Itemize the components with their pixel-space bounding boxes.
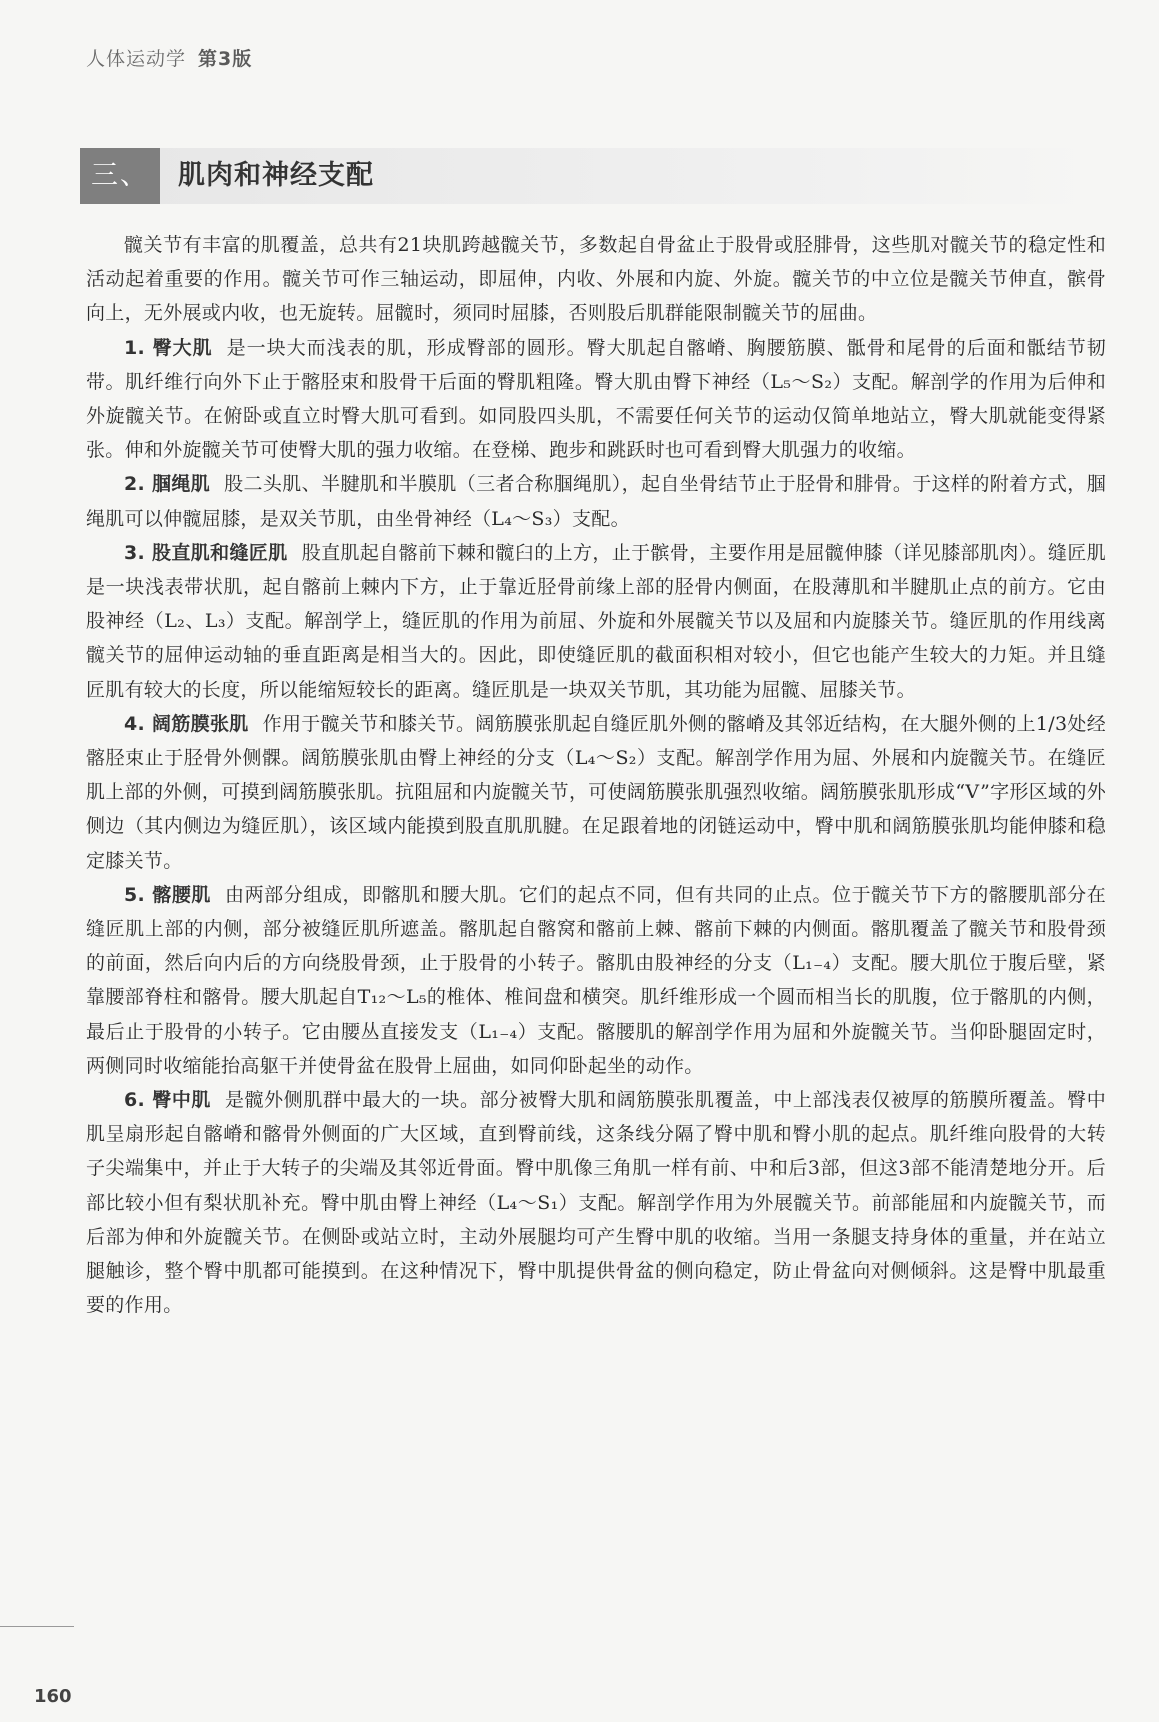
paragraph-iliopsoas	[86, 878, 1106, 1083]
paragraph-term: 4. 阔筋膜张肌	[124, 712, 249, 735]
page-number: 160	[34, 1686, 72, 1707]
paragraph-term: 2. 腘绳肌	[124, 473, 211, 496]
paragraph-rectus-sartorius	[86, 536, 1106, 707]
paragraph-term: 3. 股直肌和缝匠肌	[124, 541, 288, 564]
paragraph-term: 1. 臀大肌	[124, 336, 213, 359]
section-number: 三、	[80, 148, 160, 204]
section-title: 肌肉和神经支配	[178, 160, 374, 191]
paragraph-text: 股直肌起自髂前下棘和髋臼的上方，止于髌骨，主要作用是屈髋伸膝（详见膝部肌肉）。缝匠肌是一块浅表带状肌，起自髂前上棘内下方，止于靠近胫骨前缘上部的胫骨内侧面，在股薄肌和半腱肌止点的前方。它由股神经（L₂、L₃）支配。解剖学上，缝匠肌的作用为前屈、外旋和外展髋关节以及屈和内旋膝关节。缝匠肌的作用线离髋关节的屈伸运动轴的垂直距离是相当大的。因此，即使缝匠肌的截面积相对较小，但它也能产生较大的力矩。并且缝匠肌有较大的长度，所以能缩短较长的距离。缝匠肌是一块双关节肌，其功能为屈髋、屈膝关节。	[86, 541, 1106, 701]
paragraph-text: 是一块大而浅表的肌，形成臀部的圆形。臀大肌起自髂嵴、胸腰筋膜、骶骨和尾骨的后面和骶结节韧带。肌纤维行向外下止于髂胫束和股骨干后面的臀肌粗隆。臀大肌由臀下神经（L₅～S₂）支配。解剖学的作用为后伸和外旋髋关节。在俯卧或直立时臀大肌可看到。如同股四头肌，不需要任何关节的运动仅简单地站立，臀大肌就能变得紧张。伸和外旋髋关节可使臀大肌的强力收缩。在登梯、跑步和跳跃时也可看到臀大肌强力的收缩。	[86, 336, 1106, 462]
body-text	[86, 228, 1106, 1323]
paragraph-tensor-fasciae	[86, 707, 1106, 878]
paragraph-text: 股二头肌、半腱肌和半膜肌（三者合称腘绳肌），起自坐骨结节止于胫骨和腓骨。于这样的附着方式，腘绳肌可以伸髋屈膝，是双关节肌，由坐骨神经（L₄～S₃）支配。	[86, 473, 1106, 530]
paragraph-text: 髋关节有丰富的肌覆盖，总共有21块肌跨越髋关节，多数起自骨盆止于股骨或胫腓骨，这些肌对髋关节的稳定性和活动起着重要的作用。髋关节可作三轴运动，即屈伸，内收、外展和内旋、外旋。髋关节的中立位是髋关节伸直，髌骨向上，无外展或内收，也无旋转。屈髋时，须同时屈膝，否则股后肌群能限制髋关节的屈曲。	[86, 234, 1106, 325]
paragraph-term: 5. 髂腰肌	[124, 883, 211, 906]
paragraph-gluteus-maximus	[86, 331, 1106, 468]
edition-label: 第3版	[198, 48, 253, 70]
paragraph-gluteus-medius	[86, 1083, 1106, 1322]
running-head	[86, 44, 252, 71]
paragraph-text: 由两部分组成，即髂肌和腰大肌。它们的起点不同，但有共同的止点。位于髋关节下方的髂腰肌部分在缝匠肌上部的内侧，部分被缝匠肌所遮盖。髂肌起自髂窝和髂前上棘、髂前下棘的内侧面。髂肌覆盖了髋关节和股骨颈的前面，然后向内后的方向绕股骨颈，止于股骨的小转子。髂肌由股神经的分支（L₁₋₄）支配。腰大肌位于腹后壁，紧靠腰部脊柱和髂骨。腰大肌起自T₁₂～L₅的椎体、椎间盘和横突。肌纤维形成一个圆而相当长的肌腹，位于髂肌的内侧，最后止于股骨的小转子。它由腰丛直接发支（L₁₋₄）支配。髂腰肌的解剖学作用为屈和外旋髋关节。当仰卧腿固定时，两侧同时收缩能抬高躯干并使骨盆在股骨上屈曲，如同仰卧起坐的动作。	[86, 883, 1106, 1077]
paragraph-term: 6. 臀中肌	[124, 1089, 211, 1112]
footer-rule	[0, 1626, 74, 1627]
section-heading	[80, 148, 1100, 204]
paragraph-text: 是髋外侧肌群中最大的一块。部分被臀大肌和阔筋膜张肌覆盖，中上部浅表仅被厚的筋膜所覆盖。臀中肌呈扇形起自髂嵴和髂骨外侧面的广大区域，直到臀前线，这条线分隔了臀中肌和臀小肌的起点。肌纤维向股骨的大转子尖端集中，并止于大转子的尖端及其邻近骨面。臀中肌像三角肌一样有前、中和后3部，但这3部不能清楚地分开。后部比较小但有梨状肌补充。臀中肌由臀上神经（L₄～S₁）支配。解剖学作用为外展髋关节。前部能屈和内旋髋关节，而后部为伸和外旋髋关节。在侧卧或站立时，主动外展腿均可产生臀中肌的收缩。当用一条腿支持身体的重量，并在站立腿触诊，整个臀中肌都可能摸到。在这种情况下，臀中肌提供骨盆的侧向稳定，防止骨盆向对侧倾斜。这是臀中肌最重要的作用。	[86, 1089, 1106, 1317]
paragraph-hamstrings	[86, 467, 1106, 535]
paragraph-text: 作用于髋关节和膝关节。阔筋膜张肌起自缝匠肌外侧的髂嵴及其邻近结构，在大腿外侧的上1/3处经髂胫束止于胫骨外侧髁。阔筋膜张肌由臀上神经的分支（L₄～S₂）支配。解剖学作用为屈、外展和内旋髋关节。在缝匠肌上部的外侧，可摸到阔筋膜张肌。抗阻屈和内旋髋关节，可使阔筋膜张肌强烈收缩。阔筋膜张肌形成“V”字形区域的外侧边（其内侧边为缝匠肌），该区域内能摸到股直肌肌腱。在足跟着地的闭链运动中，臀中肌和阔筋膜张肌均能伸膝和稳定膝关节。	[86, 712, 1106, 872]
book-title: 人体运动学	[86, 48, 187, 70]
paragraph-intro	[86, 228, 1106, 331]
